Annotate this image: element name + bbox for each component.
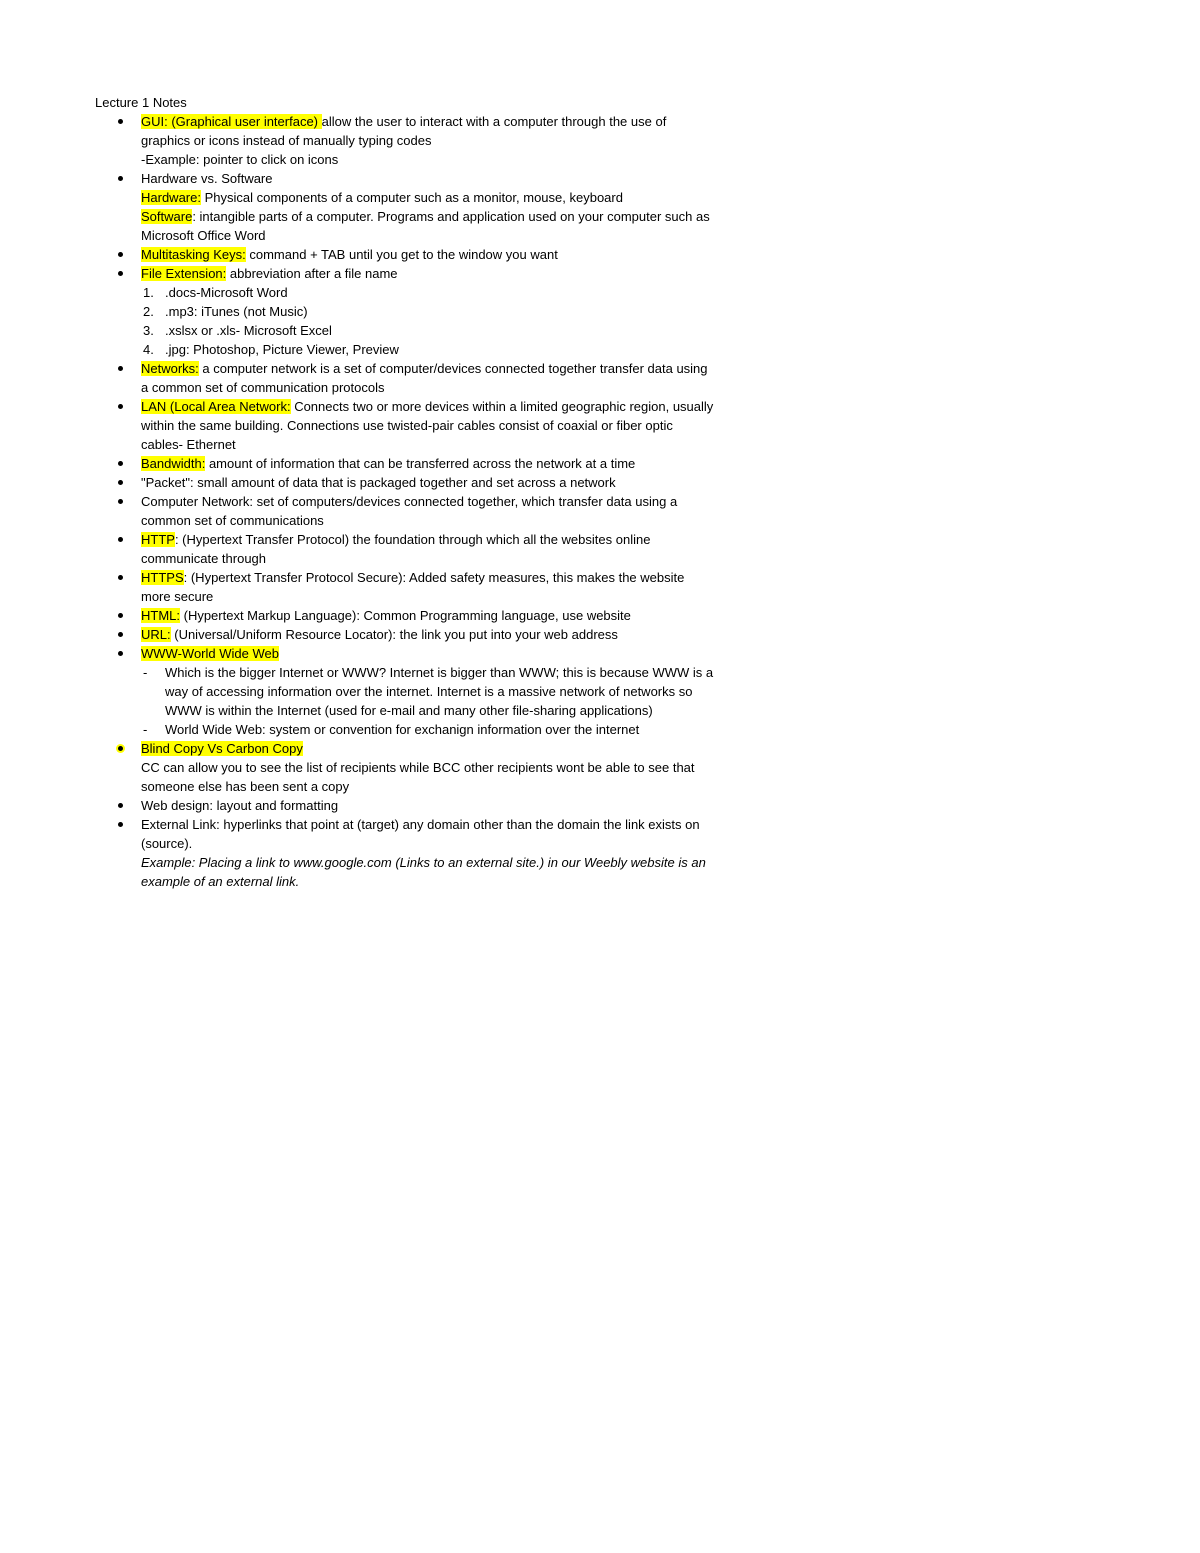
- note-bcc: [95, 739, 715, 796]
- note-external-link: [95, 815, 715, 891]
- notes-list: [95, 112, 715, 283]
- example-external-link: Example: Placing a link to www.google.com (Links to an external site.) in our Weebly website is an example of an external link.: [141, 855, 706, 889]
- term-url: URL:: [141, 627, 171, 642]
- text-networks: a computer network is a set of computer/devices connected together transfer data using a common set of communication protocols: [141, 361, 708, 395]
- term-https: HTTPS: [141, 570, 184, 585]
- note-lan: [95, 397, 715, 454]
- term-lan: LAN (Local Area Network:: [141, 399, 291, 414]
- term-hardware: Hardware:: [141, 190, 201, 205]
- note-web-design: [95, 796, 715, 815]
- term-gui: GUI: (Graphical user interface): [141, 114, 322, 129]
- note-networks: [95, 359, 715, 397]
- list-item: [119, 340, 715, 359]
- note-computer-network: [95, 492, 715, 530]
- term-html: HTML:: [141, 608, 180, 623]
- text-packet: "Packet": small amount of data that is packaged together and set across a network: [141, 475, 616, 490]
- list-item: [119, 663, 715, 720]
- list-item: [119, 720, 715, 739]
- file-extension-list: [95, 283, 715, 359]
- list-item-text: .mp3: iTunes (not Music): [165, 304, 308, 319]
- note-gui: [95, 112, 715, 169]
- term-bcc: Blind Copy Vs Carbon Copy: [141, 741, 303, 756]
- text-bcc: CC can allow you to see the list of recipients while BCC other recipients wont be able to see that someone else has been sent a copy: [141, 760, 695, 794]
- list-item-text: Which is the bigger Internet or WWW? Internet is bigger than WWW; this is because WWW is a way of accessing information over the internet. Internet is a massive network of networks so WWW is within the Internet (used for e-mail and many other file-sharing applications): [165, 665, 714, 718]
- notes-list-final: [95, 739, 715, 891]
- text-computer-network: Computer Network: set of computers/devices connected together, which transfer data using a common set of communications: [141, 494, 678, 528]
- text-multitasking: command + TAB until you get to the window you want: [245, 247, 558, 262]
- list-item-text: .jpg: Photoshop, Picture Viewer, Preview: [165, 342, 399, 357]
- term-file-extension: File Extension:: [141, 266, 227, 281]
- text-software: : intangible parts of a computer. Programs and application used on your computer such as Microsoft Office Word: [141, 209, 710, 243]
- note-bandwidth: [95, 454, 715, 473]
- note-https: [95, 568, 715, 606]
- page-title: Lecture 1 Notes: [95, 95, 187, 110]
- list-item-text: .docs-Microsoft Word: [165, 285, 288, 300]
- note-packet: [95, 473, 715, 492]
- text-url: (Universal/Uniform Resource Locator): the link you put into your web address: [170, 627, 618, 642]
- list-item: [119, 302, 715, 321]
- term-software: Software: [141, 209, 193, 224]
- text-html: (Hypertext Markup Language): Common Programming language, use website: [180, 608, 631, 623]
- text-hardware: Physical components of a computer such as a monitor, mouse, keyboard: [200, 190, 623, 205]
- www-sublist: [95, 663, 715, 739]
- text-http: : (Hypertext Transfer Protocol) the foundation through which all the websites online communicate through: [141, 532, 651, 566]
- term-networks: Networks:: [141, 361, 199, 376]
- list-item-text: .xslsx or .xls- Microsoft Excel: [165, 323, 332, 338]
- note-url: [95, 625, 715, 644]
- note-hardware-software: [95, 169, 715, 245]
- text-https: : (Hypertext Transfer Protocol Secure): Added safety measures, this makes the website more secure: [141, 570, 685, 604]
- text-file-extension: abbreviation after a file name: [226, 266, 398, 281]
- text-bandwidth: amount of information that can be transferred across the network at a time: [205, 456, 636, 471]
- list-item-text: World Wide Web: system or convention for exchanign information over the internet: [165, 722, 640, 737]
- notes-list-continued: [95, 359, 715, 663]
- software-line: [141, 207, 715, 245]
- note-html: [95, 606, 715, 625]
- list-number: 2.: [143, 304, 154, 319]
- text-external-link: External Link: hyperlinks that point at (target) any domain other than the domain the link exists on (source).: [141, 817, 700, 851]
- text-lan: Connects two or more devices within a limited geographic region, usually within the same building. Connections use twisted-pair cables consist of coaxial or fiber optic cables- Ethernet: [141, 399, 714, 452]
- text-gui: allow the user to interact with a computer through the use of graphics or icons instead of manually typing codes: [141, 114, 667, 148]
- list-number: 3.: [143, 323, 154, 338]
- list-item: [119, 321, 715, 340]
- list-item: [119, 283, 715, 302]
- note-http: [95, 530, 715, 568]
- document-body: [95, 93, 715, 891]
- term-www: WWW-World Wide Web: [141, 646, 279, 661]
- example-gui: -Example: pointer to click on icons: [141, 152, 339, 167]
- term-bandwidth: Bandwidth:: [141, 456, 206, 471]
- note-file-extension: [95, 264, 715, 283]
- note-www: [95, 644, 715, 663]
- text-web-design: Web design: layout and formatting: [141, 798, 339, 813]
- note-multitasking: [95, 245, 715, 264]
- term-http: HTTP: [141, 532, 175, 547]
- list-number: 4.: [143, 342, 154, 357]
- list-number: 1.: [143, 285, 154, 300]
- heading-hw-sw: Hardware vs. Software: [141, 171, 273, 186]
- hardware-line: [141, 188, 715, 207]
- term-multitasking: Multitasking Keys:: [141, 247, 246, 262]
